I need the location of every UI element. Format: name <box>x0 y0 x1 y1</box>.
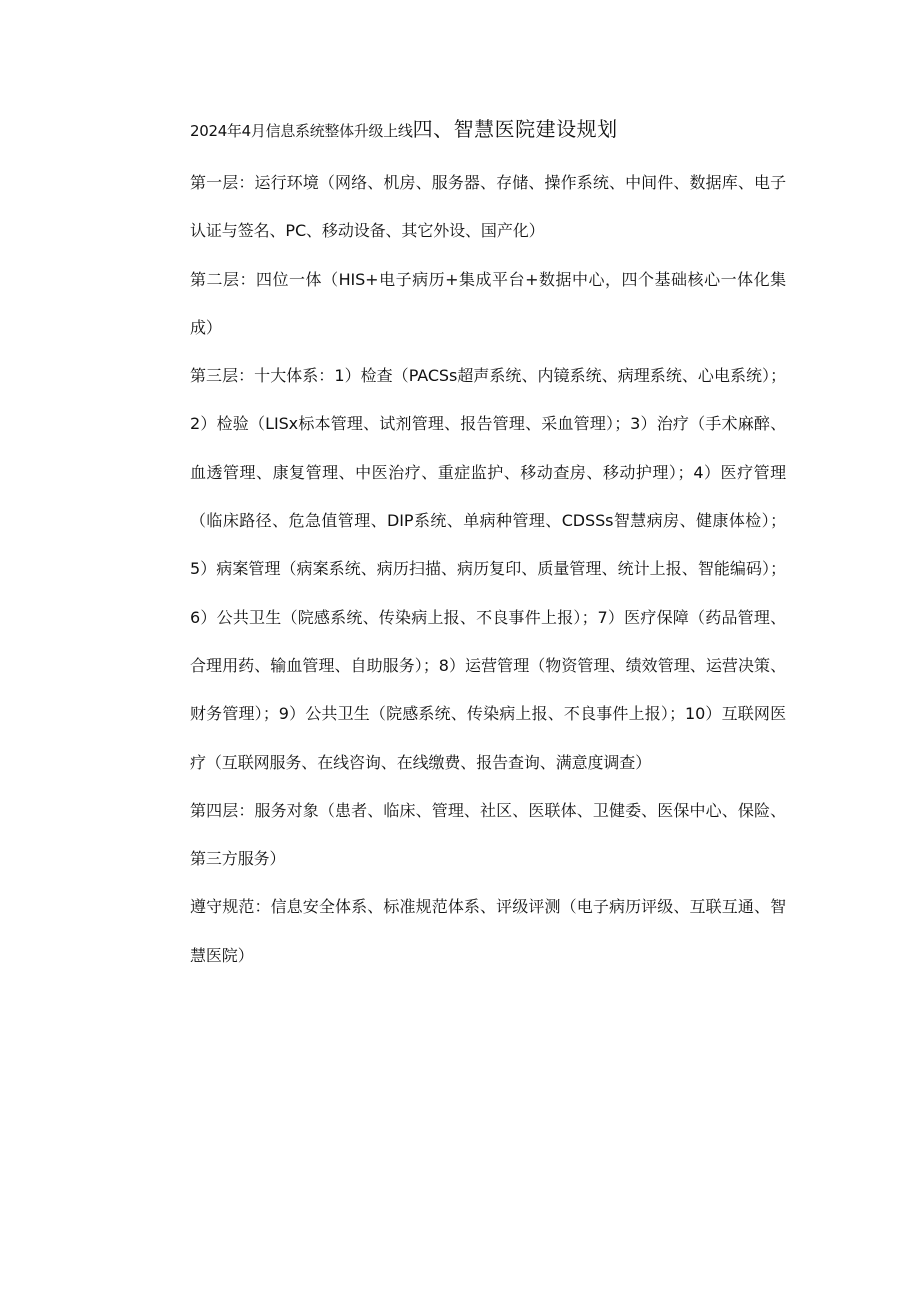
section-heading <box>190 112 786 146</box>
paragraph-standards: 遵守规范：信息安全体系、标准规范体系、评级评测（电子病历评级、互联互通、智慧医院） <box>190 897 786 965</box>
paragraph-layer-2: 第二层：四位一体（HIS+电子病历+集成平台+数据中心，四个基础核心一体化集成） <box>190 269 786 337</box>
heading-prefix: 2024年4月信息系统整体升级上线 <box>190 122 413 140</box>
paragraph-layer-1: 第一层：运行环境（网络、机房、服务器、存储、操作系统、中间件、数据库、电子认证与签名、PC、移动设备、其它外设、国产化） <box>190 173 786 241</box>
document-page <box>190 112 786 980</box>
paragraph-layer-3: 第三层：十大体系：1）检查（PACSs超声系统、内镜系统、病理系统、心电系统）；2）检验（LISx标本管理、试剂管理、报告管理、采血管理）；3）治疗（手术麻醉、血透管理、康复管理、中医治疗、重症监护、移动查房、移动护理）；4）医疗管理（临床路径、危急值管理、DIP系统、单病种管理、CDSSs智慧病房、健康体检）；5）病案管理（病案系统、病历扫描、病历复印、质量管理、统计上报、智能编码）；6）公共卫生（院感系统、传染病上报、不良事件上报）；7）医疗保障（药品管理、合理用药、输血管理、自助服务）；8）运营管理（物资管理、绩效管理、运营决策、财务管理）；9）公共卫生（院感系统、传染病上报、不良事件上报）；10）互联网医疗（互联网服务、在线咨询、在线缴费、报告查询、满意度调查） <box>190 366 786 772</box>
heading-title: 四、智慧医院建设规划 <box>412 117 618 141</box>
paragraph-layer-4: 第四层：服务对象（患者、临床、管理、社区、医联体、卫健委、医保中心、保险、第三方服务） <box>190 800 786 869</box>
